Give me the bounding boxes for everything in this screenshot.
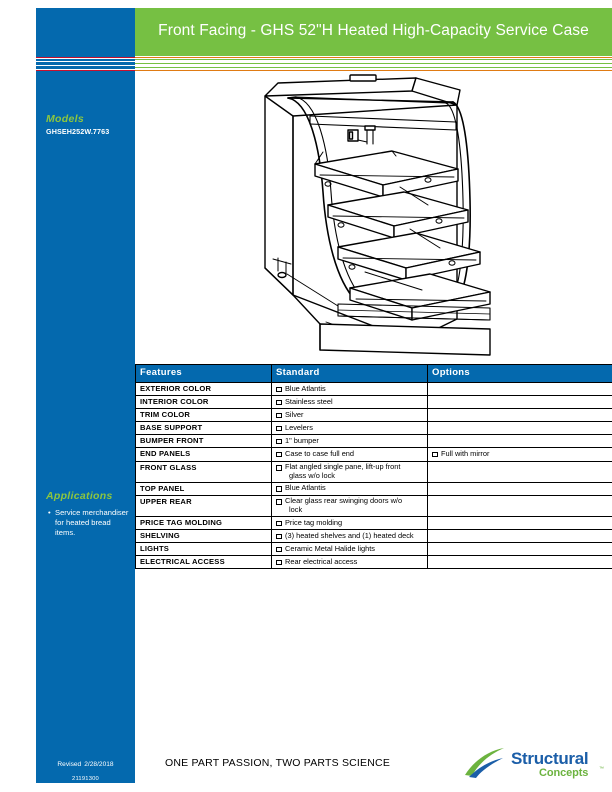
- standard-value: [272, 482, 428, 495]
- divider-rule-right-white-2: [135, 61, 612, 62]
- standard-value: [272, 383, 428, 396]
- table-row: [136, 383, 612, 396]
- standard-checkbox-item: Ceramic Metal Halide lights: [276, 545, 427, 554]
- page-title: Front Facing - GHS 52"H Heated High-Capacity Service Case: [158, 22, 589, 39]
- table-row: [136, 448, 612, 461]
- feature-label: TOP PANEL: [136, 482, 272, 495]
- standard-value: [272, 409, 428, 422]
- feature-label: END PANELS: [136, 448, 272, 461]
- table-row: [136, 422, 612, 435]
- options-value: [428, 396, 612, 409]
- column-header-options: Options: [428, 365, 612, 383]
- options-value: [428, 383, 612, 396]
- options-value: [428, 495, 612, 516]
- standard-value: [272, 396, 428, 409]
- standard-checkbox-item: Stainless steel: [276, 398, 427, 407]
- feature-label: INTERIOR COLOR: [136, 396, 272, 409]
- standard-checkbox-item: Levelers: [276, 424, 427, 433]
- table-row: [136, 482, 612, 495]
- standard-value: [272, 461, 428, 482]
- logo-wordmark-primary: Structural: [511, 749, 589, 768]
- table-row: [136, 517, 612, 530]
- divider-rule-right-green-3: [135, 67, 612, 68]
- standard-checkbox-item: Blue Atlantis: [276, 385, 427, 394]
- feature-label: FRONT GLASS: [136, 461, 272, 482]
- standard-checkbox-item: Case to case full end: [276, 450, 427, 459]
- feature-label: UPPER REAR: [136, 495, 272, 516]
- divider-rule-right-white-3: [135, 65, 612, 66]
- company-tagline: ONE PART PASSION, TWO PARTS SCIENCE: [165, 757, 391, 769]
- divider-rule-left-red-bottom: [36, 70, 135, 71]
- company-logo: [463, 742, 603, 786]
- standard-value-line1: Clear glass rear swinging doors w/o: [285, 496, 403, 506]
- standard-checkbox-item: Rear electrical access: [276, 558, 427, 567]
- standard-checkbox-item: 1" bumper: [276, 437, 427, 446]
- divider-rule-left-white-3: [36, 65, 135, 66]
- standard-checkbox-item: Blue Atlantis: [276, 484, 427, 493]
- divider-rule-right-orange-bot: [135, 70, 612, 71]
- standard-value: [272, 556, 428, 569]
- standard-value: [272, 435, 428, 448]
- model-number: GHSEH252W.7763: [46, 127, 110, 136]
- standard-checkbox-item: [276, 463, 427, 480]
- applications-heading: Applications: [46, 490, 113, 502]
- feature-label: LIGHTS: [136, 543, 272, 556]
- features-table-body: [136, 383, 612, 569]
- options-value: [428, 482, 612, 495]
- standard-checkbox-item: (3) heated shelves and (1) heated deck: [276, 532, 427, 541]
- table-header-row: [136, 365, 612, 383]
- standard-checkbox-item: Price tag molding: [276, 519, 427, 528]
- feature-label: BUMPER FRONT: [136, 435, 272, 448]
- logo-wordmark-secondary: Concepts: [539, 767, 589, 779]
- option-checkbox-item: Full with mirror: [432, 450, 612, 459]
- options-value: [428, 409, 612, 422]
- standard-value: [272, 543, 428, 556]
- column-header-standard: Standard: [272, 365, 428, 383]
- application-item: • Service merchandiser for heated bread items.: [48, 508, 132, 538]
- column-header-features: Features: [136, 365, 272, 383]
- logo-trademark-symbol: ™: [599, 766, 604, 772]
- divider-rule-left-blue-1: [36, 59, 135, 60]
- options-value: [428, 556, 612, 569]
- divider-rule-right-green-2: [135, 63, 612, 64]
- table-row: [136, 495, 612, 516]
- table-row: [136, 409, 612, 422]
- options-value: [428, 448, 612, 461]
- standard-value: [272, 530, 428, 543]
- applications-list: [48, 508, 132, 538]
- divider-rule-left-blue-2: [36, 63, 135, 64]
- table-row: [136, 530, 612, 543]
- divider-rule-right-green-1: [135, 59, 612, 60]
- feature-label: BASE SUPPORT: [136, 422, 272, 435]
- standard-value-line1: Flat angled single pane, lift-up front: [285, 462, 401, 472]
- feature-label: PRICE TAG MOLDING: [136, 517, 272, 530]
- standard-checkbox-item: [276, 497, 427, 514]
- options-value: [428, 543, 612, 556]
- features-table-head: [136, 365, 612, 383]
- divider-rule-left-white-2: [36, 61, 135, 62]
- revised-stamp: [36, 761, 135, 768]
- options-value: [428, 422, 612, 435]
- options-value: [428, 530, 612, 543]
- table-row: [136, 435, 612, 448]
- revised-date: 2/28/2018: [84, 761, 114, 768]
- standard-value-line2: glass w/o lock: [289, 470, 336, 480]
- feature-label: EXTERIOR COLOR: [136, 383, 272, 396]
- options-value: [428, 517, 612, 530]
- product-illustration: [160, 72, 600, 357]
- standard-value-line2: lock: [289, 504, 303, 514]
- sidebar: [36, 8, 135, 783]
- models-heading: Models: [46, 113, 84, 125]
- title-bar: [135, 8, 612, 56]
- features-table: [135, 364, 612, 569]
- table-row: [136, 461, 612, 482]
- standard-checkbox-item: Silver: [276, 411, 427, 420]
- revised-label: Revised: [57, 761, 82, 768]
- standard-value: [272, 517, 428, 530]
- feature-label: TRIM COLOR: [136, 409, 272, 422]
- feature-label: SHELVING: [136, 530, 272, 543]
- divider-rule-left-blue-3: [36, 67, 135, 68]
- table-row: [136, 543, 612, 556]
- table-row: [136, 396, 612, 409]
- table-row: [136, 556, 612, 569]
- feature-label: ELECTRICAL ACCESS: [136, 556, 272, 569]
- standard-value: [272, 422, 428, 435]
- document-number: 21191300: [72, 776, 99, 782]
- swoosh-icon: [463, 746, 507, 780]
- standard-value: [272, 495, 428, 516]
- options-value: [428, 435, 612, 448]
- options-value: [428, 461, 612, 482]
- standard-value: [272, 448, 428, 461]
